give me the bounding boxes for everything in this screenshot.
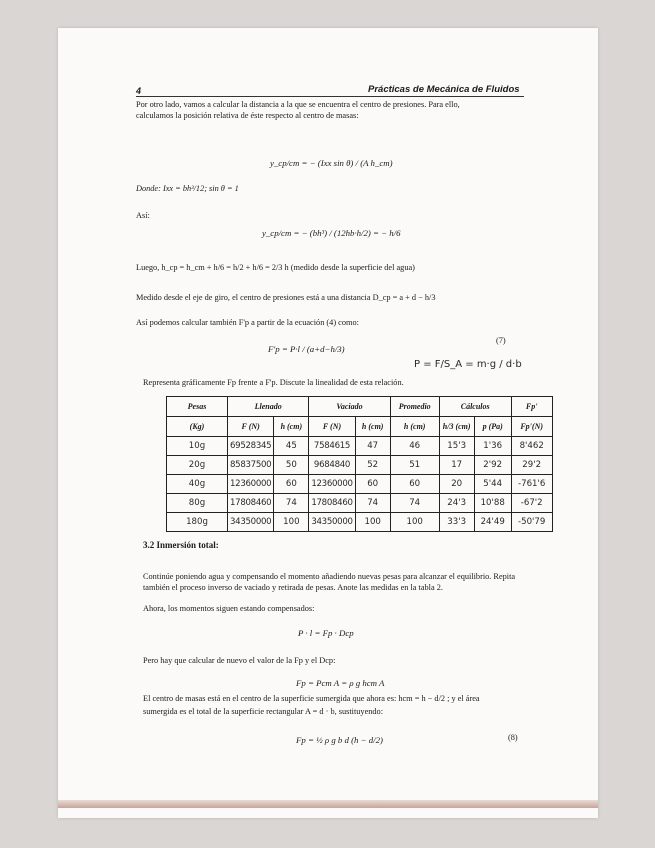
table-header-cell: F (N) — [309, 417, 355, 437]
table-cell: 52 — [355, 456, 390, 475]
results-table — [166, 396, 553, 532]
table-cell: 24'49 — [474, 513, 511, 532]
equation-number-8: (8) — [508, 733, 518, 742]
table-cell: 15'3 — [439, 437, 474, 456]
table-cell: 24'3 — [439, 494, 474, 513]
table-cell: 20 — [439, 475, 474, 494]
paragraph-recalc: Pero hay que calcular de nuevo el valor de la Fp y el Dcp: — [143, 656, 336, 665]
table-cell: 9684840 — [309, 456, 355, 475]
table-header-cell: Pesas — [167, 397, 228, 417]
table-header-cell: F (N) — [228, 417, 274, 437]
medido-line: Medido desde el eje de giro, el centro de presiones está a una distancia D_cp = a + d − h/3 — [136, 293, 436, 302]
table-cell: 85837500 — [228, 456, 274, 475]
table-cell: 1'36 — [474, 437, 511, 456]
header-rule — [136, 96, 524, 97]
table-cell: 180g — [167, 513, 228, 532]
table-cell: 69528345 — [228, 437, 274, 456]
table-cell: -761'6 — [511, 475, 552, 494]
table-header-cell: h (cm) — [390, 417, 439, 437]
table-cell: 10g — [167, 437, 228, 456]
table-row — [167, 456, 553, 475]
table-cell: 51 — [390, 456, 439, 475]
table-cell: 2'92 — [474, 456, 511, 475]
table-cell: 60 — [390, 475, 439, 494]
asi-label: Así: — [136, 211, 150, 220]
represent-line: Representa gráficamente Fp frente a F'p. Discute la linealidad de esta relación. — [143, 378, 404, 387]
table-cell: 40g — [167, 475, 228, 494]
table-cell: 47 — [355, 437, 390, 456]
header-title: Prácticas de Mecánica de Fluidos — [368, 84, 520, 95]
table-cell: 20g — [167, 456, 228, 475]
equation-number-7: (7) — [496, 336, 506, 345]
formula-moment-balance: P · l = Fp · Dcp — [298, 628, 354, 638]
table-cell: 60 — [355, 475, 390, 494]
table-header-row-1 — [167, 397, 553, 417]
table-row — [167, 475, 553, 494]
paragraph-hcm-line-1: El centro de masas está en el centro de la superficie sumergida que ahora es: hcm = h − d/2 ; y el área — [143, 694, 480, 703]
table-row — [167, 494, 553, 513]
table-row — [167, 513, 553, 532]
table-cell: 74 — [355, 494, 390, 513]
donde-line: Donde: Ixx = bh³/12; sin θ = 1 — [136, 184, 239, 193]
table-header-cell: h/3 (cm) — [439, 417, 474, 437]
table-header-cell: h (cm) — [355, 417, 390, 437]
table-header-cell: Fp'(N) — [511, 417, 552, 437]
table-cell: 10'88 — [474, 494, 511, 513]
formula-ycp-1: y_cp/cm = − (Ixx sin θ) / (A h_cm) — [270, 158, 393, 168]
table-header-cell: (Kg) — [167, 417, 228, 437]
table-cell: 12360000 — [228, 475, 274, 494]
intro-line-1: Por otro lado, vamos a calcular la distancia a la que se encuentra el centro de presiones. Para ello, — [136, 100, 460, 109]
section-title: 3.2 Inmersión total: — [143, 540, 219, 550]
table-cell: 17808460 — [228, 494, 274, 513]
table-cell: 5'44 — [474, 475, 511, 494]
table-cell: 74 — [390, 494, 439, 513]
formula-fp-prime: F'p = P·l / (a+d−h/3) — [268, 344, 345, 354]
table-cell: 80g — [167, 494, 228, 513]
asi2-line: Así podemos calcular también F'p a partir de la ecuación (4) como: — [136, 318, 359, 327]
table-cell: 100 — [355, 513, 390, 532]
table-header-cell: p (Pa) — [474, 417, 511, 437]
table-cell: 50 — [274, 456, 309, 475]
table-cell: 46 — [390, 437, 439, 456]
formula-fp: Fp = Pcm A = ρ g hcm A — [296, 678, 385, 688]
table-header-cell: Promedio — [390, 397, 439, 417]
table-cell: -67'2 — [511, 494, 552, 513]
table-cell: 100 — [390, 513, 439, 532]
table-cell: 34350000 — [228, 513, 274, 532]
table-cell: -50'79 — [511, 513, 552, 532]
table-header-cell: Vaciado — [309, 397, 390, 417]
handwritten-pressure-formula: P = F/S_A = m·g / d·b — [414, 359, 522, 370]
table-header-row-2 — [167, 417, 553, 437]
table-cell: 8'462 — [511, 437, 552, 456]
table-cell: 45 — [274, 437, 309, 456]
table-cell: 33'3 — [439, 513, 474, 532]
page-bottom-edge — [58, 800, 598, 808]
luego-line: Luego, h_cp = h_cm + h/6 = h/2 + h/6 = 2/3 h (medido desde la superficie del agua) — [136, 263, 415, 272]
table-cell: 17 — [439, 456, 474, 475]
table-cell: 29'2 — [511, 456, 552, 475]
table-row — [167, 437, 553, 456]
table-header-cell: Llenado — [228, 397, 309, 417]
paragraph-hcm-line-2: sumergida es el total de la superficie rectangular A = d · b, sustituyendo: — [143, 707, 384, 716]
table-cell: 74 — [274, 494, 309, 513]
table-header-cell: Fp' — [511, 397, 552, 417]
paragraph-moments: Ahora, los momentos siguen estando compensados: — [143, 604, 315, 613]
table-cell: 34350000 — [309, 513, 355, 532]
table-cell: 17808460 — [309, 494, 355, 513]
formula-ycp-2: y_cp/cm = − (bh³) / (12hb·h/2) = − h/6 — [262, 228, 401, 238]
table-cell: 12360000 — [309, 475, 355, 494]
table-cell: 7584615 — [309, 437, 355, 456]
paragraph-continue: Continúe poniendo agua y compensando el momento añadiendo nuevas pesas para alcanzar el equilibrio. Repita también el proceso inverso de vaciado y retirada de pesas. Anote las medidas en la tabla 2. — [143, 572, 516, 592]
table-cell: 60 — [274, 475, 309, 494]
intro-line-2: calculamos la posición relativa de éste respecto al centro de masas: — [136, 111, 359, 120]
table-cell: 100 — [274, 513, 309, 532]
table-header-cell: Cálculos — [439, 397, 511, 417]
page-number: 4 — [136, 86, 142, 96]
table-header-cell: h (cm) — [274, 417, 309, 437]
formula-fp-final: Fp = ½ ρ g b d (h − d/2) — [296, 735, 383, 745]
